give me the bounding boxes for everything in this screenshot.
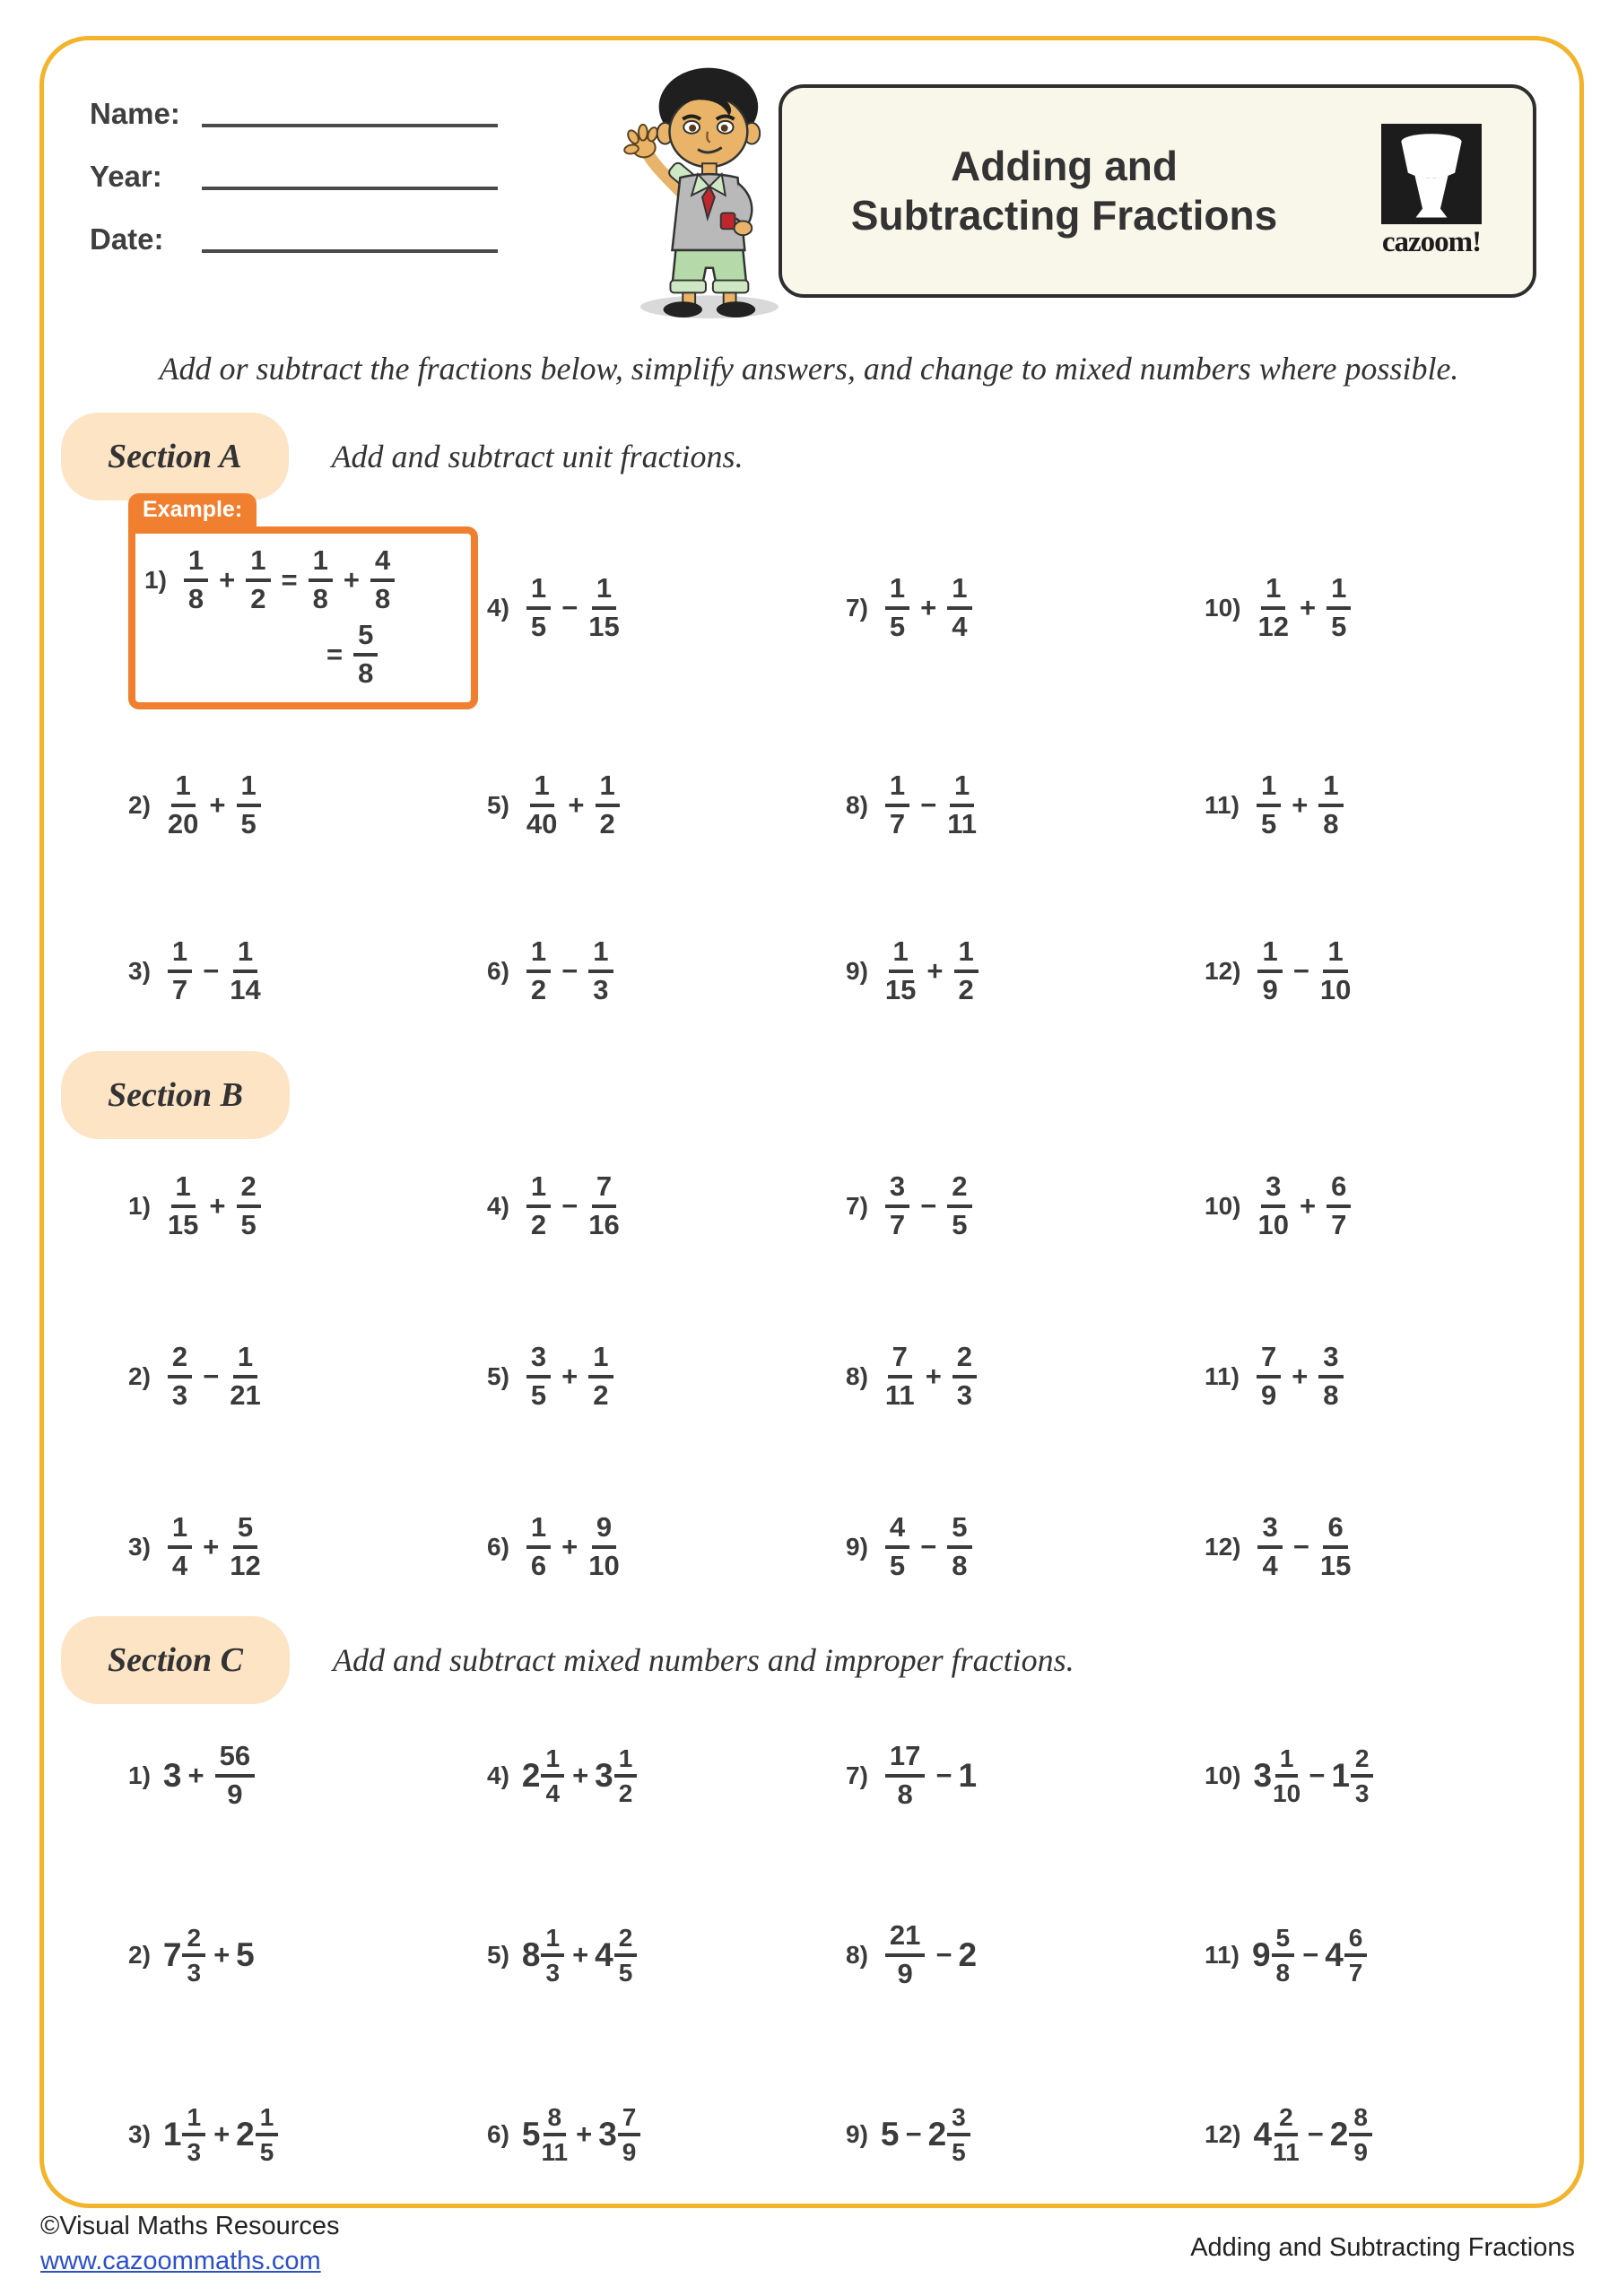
operator: + (576, 2118, 593, 2150)
mixed-number: 3 $\frac{7}{9}$ (598, 2104, 642, 2166)
problem-number: 10) (1205, 593, 1241, 622)
fraction: $\frac{8}{9}$ (1349, 2104, 1372, 2166)
mixed-number: 9 $\frac{5}{8}$ (1252, 1925, 1296, 1987)
fraction: $\frac{1}{10}$ (1319, 935, 1352, 1005)
problem-expression (1252, 1925, 1369, 1987)
fraction: $\frac{4}{8}$ (370, 546, 395, 613)
problem-expression (522, 571, 624, 642)
operator: − (561, 1190, 578, 1222)
operator: + (209, 1190, 226, 1222)
worksheet-title (782, 142, 1346, 240)
fraction: $\frac{1}{6}$ (526, 1513, 551, 1580)
operator: + (187, 1760, 204, 1791)
fraction: $\frac{1}{11}$ (947, 769, 978, 839)
integer: 3 (162, 1757, 182, 1794)
fraction: $\frac{1}{21}$ (230, 1341, 261, 1411)
problem-expression (163, 1343, 265, 1410)
problem-number: 4) (487, 1192, 509, 1220)
problem-expression (522, 1925, 639, 1987)
name-label: Name: (90, 97, 180, 130)
date-field-row (90, 222, 498, 257)
fraction: $\frac{3}{5}$ (526, 1343, 551, 1410)
problem-c-8 (839, 1866, 1197, 2045)
example-problem-number: 1) (144, 565, 167, 594)
problem-number: 10) (1205, 1192, 1241, 1220)
operator: + (926, 954, 944, 987)
problem-number: 2) (128, 1941, 151, 1969)
fraction: $\frac{3}{10}$ (1257, 1170, 1289, 1240)
fraction: $\frac{1}{5}$ (885, 574, 909, 641)
problem-expression (522, 771, 624, 839)
problem-a-3 (121, 888, 480, 1054)
integer: 2 (958, 1936, 978, 1973)
fraction: $\frac{1}{14}$ (230, 935, 261, 1005)
integer: 5 (236, 1936, 255, 1973)
operator: + (209, 788, 226, 821)
problem-number: 3) (128, 2120, 151, 2148)
problem-number: 1) (128, 1192, 151, 1220)
problem-b-3 (121, 1462, 480, 1632)
problem-expression (163, 1513, 265, 1580)
problem-b-6 (480, 1462, 839, 1632)
fraction: $\frac{6}{7}$ (1344, 1925, 1368, 1987)
operator: + (1299, 1190, 1317, 1222)
mixed-number: 1 $\frac{2}{3}$ (1331, 1745, 1375, 1807)
operator: − (1302, 1939, 1319, 1970)
mixed-number: 2 $\frac{8}{9}$ (1330, 2104, 1374, 2166)
fraction: $\frac{1}{3}$ (541, 1925, 564, 1987)
date-label: Date: (90, 222, 164, 256)
mixed-number: 2 $\frac{3}{5}$ (928, 2104, 972, 2166)
mixed-number: 4 $\frac{2}{5}$ (595, 1925, 639, 1987)
fraction: $\frac{1}{5}$ (256, 2104, 279, 2166)
problem-c-11 (1197, 1866, 1556, 2045)
year-line[interactable] (202, 187, 498, 190)
fraction: $\frac{2}{3}$ (168, 1343, 192, 1410)
fraction: $\frac{1}{12}$ (1257, 571, 1289, 642)
example-box (128, 493, 478, 709)
mixed-number: 2 $\frac{1}{5}$ (236, 2104, 280, 2166)
fraction: $\frac{1}{5}$ (526, 574, 551, 641)
problem-expression (1253, 571, 1355, 642)
fraction: $\frac{7}{11}$ (884, 1341, 915, 1411)
problem-expression (881, 1742, 977, 1809)
problem-a-11 (1197, 722, 1556, 888)
operator: − (203, 1361, 220, 1392)
problem-c-5 (480, 1866, 839, 2045)
problem-number: 8) (846, 790, 868, 819)
problem-number: 12) (1205, 956, 1241, 985)
problem-number: 6) (487, 2120, 509, 2148)
mixed-number: 8 $\frac{1}{3}$ (522, 1925, 566, 1987)
section-grid-a (121, 493, 1556, 1054)
problem-expression (163, 1925, 255, 1987)
operator: − (920, 1531, 937, 1562)
operator: + (203, 1531, 220, 1562)
problem-number: 7) (846, 1761, 868, 1789)
problem-expression (881, 1343, 981, 1410)
problem-b-1 (121, 1121, 480, 1292)
mixed-number: 4 $\frac{2}{11}$ (1253, 2102, 1300, 2166)
problem-number: 5) (487, 1362, 509, 1390)
fraction: $\frac{1}{3}$ (588, 937, 613, 1004)
problem-b-5 (480, 1292, 839, 1462)
operator: + (572, 1939, 589, 1970)
operator: − (920, 1190, 937, 1222)
section-a-label: Section A (61, 413, 289, 500)
section-grid-c (121, 1686, 1556, 2224)
mixed-number: 3 $\frac{1}{10}$ (1253, 1744, 1301, 1807)
footer-copyright: ©Visual Maths Resources (40, 2212, 340, 2240)
problem-c-2 (121, 1866, 480, 2045)
fraction: $\frac{1}{8}$ (1318, 771, 1343, 839)
date-line[interactable] (202, 249, 498, 253)
fraction: $\frac{1}{5}$ (1257, 771, 1281, 839)
logo-wordmark: cazoom! (1381, 225, 1482, 258)
integer: 1 (958, 1757, 978, 1794)
fraction: $\frac{3}{4}$ (1257, 1513, 1282, 1580)
fraction: $\frac{1}{2}$ (596, 771, 620, 839)
fraction: $\frac{7}{16}$ (588, 1170, 620, 1240)
problem-expression (163, 937, 265, 1004)
problem-number: 2) (128, 790, 151, 819)
problem-number: 11) (1205, 1941, 1240, 1969)
boy-icon (612, 45, 793, 319)
fraction: $\frac{1}{2}$ (954, 937, 979, 1004)
title-box (779, 84, 1536, 298)
problem-number: 9) (846, 1533, 868, 1561)
problem-number: 2) (128, 1362, 151, 1390)
fraction: $\frac{5}{8}$ (1272, 1925, 1295, 1987)
problem-expression (163, 771, 265, 839)
fraction: $\frac{5}{8}$ (353, 621, 378, 688)
problem-expression (1253, 1745, 1375, 1807)
cazoom-logo (1346, 124, 1533, 259)
fraction: $\frac{2}{5}$ (614, 1925, 638, 1987)
operator: − (905, 2118, 922, 2150)
fraction: $\frac{1}{20}$ (167, 769, 199, 839)
problem-expression (881, 1513, 977, 1580)
footer-left (40, 2212, 340, 2276)
fraction: $\frac{1}{8}$ (184, 546, 208, 613)
mixed-number: 3 $\frac{1}{2}$ (595, 1745, 639, 1807)
operator: + (920, 591, 937, 623)
section-c-label: Section C (61, 1616, 290, 1704)
problem-expression (522, 1343, 618, 1410)
operator: − (1292, 954, 1309, 987)
problem-number: 9) (846, 2120, 868, 2148)
fraction: $\frac{1}{5}$ (1327, 574, 1351, 641)
problem-a-9 (839, 888, 1197, 1054)
boy-illustration (612, 45, 793, 319)
fraction: $\frac{1}{15}$ (167, 1170, 199, 1240)
operator: + (572, 1760, 589, 1791)
problem-number: 7) (846, 593, 868, 622)
operator: − (935, 1760, 953, 1791)
fraction: $\frac{1}{2}$ (246, 546, 270, 613)
fraction: $\frac{1}{4}$ (947, 574, 971, 641)
example-cell (121, 493, 480, 722)
fraction: $\frac{1}{40}$ (526, 769, 558, 839)
problem-c-9 (839, 2045, 1197, 2224)
operator: − (561, 591, 578, 623)
problem-c-6 (480, 2045, 839, 2224)
operator: = (326, 638, 344, 670)
drum-icon (1381, 124, 1482, 224)
problem-expression (522, 1513, 624, 1580)
problem-number: 11) (1205, 790, 1240, 819)
operator: − (920, 788, 937, 821)
fraction: $\frac{1}{2}$ (588, 1343, 613, 1410)
fraction: $\frac{5}{8}$ (947, 1513, 971, 1580)
example-rhs2 (320, 621, 382, 688)
problem-expression (522, 1172, 624, 1239)
fraction: $\frac{1}{4}$ (541, 1745, 564, 1807)
problem-expression (1253, 1172, 1355, 1239)
fraction: $\frac{1}{2}$ (614, 1745, 638, 1807)
problem-number: 8) (846, 1941, 868, 1969)
fraction: $\frac{21}{9}$ (885, 1921, 925, 1988)
problem-number: 12) (1205, 2120, 1241, 2148)
section-c-subtitle: Add and subtract mixed numbers and improper fractions. (332, 1642, 1074, 1678)
problem-number: 6) (487, 956, 509, 985)
problem-expression (881, 2104, 972, 2166)
problem-c-4 (480, 1686, 839, 1866)
problem-expression (1253, 937, 1355, 1004)
operator: + (213, 2118, 231, 2150)
section-b-label: Section B (61, 1051, 290, 1139)
problem-number: 12) (1205, 1533, 1241, 1561)
name-field-row (90, 97, 498, 131)
problem-number: 10) (1205, 1761, 1241, 1789)
problem-number: 3) (128, 956, 151, 985)
problem-expression (881, 571, 977, 642)
problem-c-12 (1197, 2045, 1556, 2224)
operator: + (561, 1361, 578, 1392)
footer-title: Adding and Subtracting Fractions (1190, 2233, 1575, 2262)
fraction: $\frac{1}{3}$ (182, 2104, 205, 2166)
fraction: $\frac{6}{15}$ (1319, 1511, 1352, 1581)
operator: + (925, 1361, 942, 1392)
problem-number: 4) (487, 593, 509, 622)
problem-number: 6) (487, 1533, 509, 1561)
fraction: $\frac{3}{7}$ (885, 1172, 909, 1239)
footer-link[interactable]: www.cazoommaths.com (40, 2247, 321, 2275)
fraction: $\frac{2}{11}$ (1273, 2102, 1300, 2166)
operator: + (1299, 591, 1317, 623)
problem-expression (881, 937, 983, 1004)
problem-a-4 (480, 493, 839, 722)
problem-number: 1) (128, 1761, 151, 1789)
operator: − (1292, 1531, 1309, 1562)
fraction: $\frac{3}{5}$ (947, 2104, 970, 2166)
problem-expression (522, 1745, 639, 1807)
mixed-number: 4 $\frac{6}{7}$ (1325, 1925, 1369, 1987)
problem-b-10 (1197, 1121, 1556, 1292)
operator: − (561, 954, 578, 987)
problem-a-2 (121, 722, 480, 888)
example-rhs1 (275, 546, 400, 613)
fraction: $\frac{7}{9}$ (618, 2104, 641, 2166)
problem-number: 11) (1205, 1362, 1240, 1390)
problem-expression (522, 937, 618, 1004)
fraction: $\frac{1}{10}$ (1273, 1744, 1301, 1807)
problem-a-5 (480, 722, 839, 888)
operator: + (219, 563, 236, 596)
fraction: $\frac{1}{2}$ (526, 937, 551, 1004)
section-a-subtitle: Add and subtract unit fractions. (331, 439, 744, 474)
section-grid-b (121, 1121, 1556, 1632)
problem-expression (1252, 771, 1348, 839)
problem-b-2 (121, 1292, 480, 1462)
problem-a-6 (480, 888, 839, 1054)
problem-expression (1253, 2104, 1373, 2166)
fraction: $\frac{56}{9}$ (215, 1742, 255, 1809)
fraction: $\frac{1}{7}$ (885, 771, 909, 839)
operator: + (213, 1939, 231, 1970)
fraction: $\frac{2}{3}$ (1351, 1745, 1374, 1807)
operator: + (1292, 788, 1309, 821)
name-line[interactable] (202, 124, 498, 127)
operator: = (281, 563, 298, 596)
fraction: $\frac{5}{12}$ (230, 1511, 261, 1581)
problem-expression (881, 1172, 977, 1239)
fraction: $\frac{17}{8}$ (885, 1742, 925, 1809)
problem-a-7 (839, 493, 1197, 722)
fraction: $\frac{4}{5}$ (885, 1513, 909, 1580)
mixed-number: 2 $\frac{1}{4}$ (522, 1745, 566, 1807)
operator: + (1292, 1361, 1309, 1392)
problem-expression (522, 2104, 642, 2166)
fraction: $\frac{8}{11}$ (541, 2102, 569, 2166)
problem-b-7 (839, 1121, 1197, 1292)
problem-expression (1253, 1513, 1355, 1580)
example-lhs (179, 546, 275, 613)
problem-expression (881, 1921, 977, 1988)
fraction: $\frac{6}{7}$ (1327, 1172, 1351, 1239)
mixed-number: 7 $\frac{2}{3}$ (163, 1925, 207, 1987)
problem-number: 4) (487, 1761, 509, 1789)
year-label: Year: (90, 160, 162, 193)
title-line-2: Subtracting Fractions (850, 192, 1278, 239)
fraction: $\frac{2}{3}$ (953, 1343, 977, 1410)
fraction: $\frac{1}{2}$ (526, 1172, 551, 1239)
operator: − (203, 954, 220, 987)
operator: + (343, 563, 360, 596)
mixed-number: 5 $\frac{8}{11}$ (521, 2102, 569, 2166)
problem-a-10 (1197, 493, 1556, 722)
fraction: $\frac{2}{3}$ (182, 1925, 205, 1987)
problem-expression (163, 2104, 280, 2166)
problem-expression (163, 1742, 259, 1809)
problem-c-10 (1197, 1686, 1556, 1866)
problem-number: 8) (846, 1362, 868, 1390)
problem-expression (1252, 1343, 1348, 1410)
problem-c-3 (121, 2045, 480, 2224)
fraction: $\frac{3}{8}$ (1318, 1343, 1343, 1410)
problem-a-8 (839, 722, 1197, 888)
fraction: $\frac{1}{15}$ (884, 935, 917, 1005)
fraction: $\frac{7}{9}$ (1257, 1343, 1281, 1410)
fraction: $\frac{1}{8}$ (309, 546, 333, 613)
instruction-text: Add or subtract the fractions below, simplify answers, and change to mixed numbers where possible. (159, 351, 1459, 387)
problem-b-11 (1197, 1292, 1556, 1462)
problem-b-9 (839, 1462, 1197, 1632)
problem-b-8 (839, 1292, 1197, 1462)
year-field-row (90, 160, 498, 194)
fraction: $\frac{1}{4}$ (168, 1513, 192, 1580)
problem-b-4 (480, 1121, 839, 1292)
problem-number: 9) (846, 956, 868, 985)
fraction: $\frac{1}{5}$ (237, 771, 261, 839)
operator: − (1309, 1760, 1326, 1791)
fraction: $\frac{2}{5}$ (947, 1172, 971, 1239)
problem-b-12 (1197, 1462, 1556, 1632)
fraction: $\frac{9}{10}$ (588, 1511, 620, 1581)
example-tab-label: Example: (128, 493, 257, 530)
problem-number: 5) (487, 790, 509, 819)
problem-a-12 (1197, 888, 1556, 1054)
operator: + (568, 788, 585, 821)
fraction: $\frac{2}{5}$ (237, 1172, 261, 1239)
problem-number: 5) (487, 1941, 509, 1969)
mixed-number: 1 $\frac{1}{3}$ (163, 2104, 207, 2166)
fraction: $\frac{1}{7}$ (168, 937, 192, 1004)
problem-c-1 (121, 1686, 480, 1866)
problem-number: 7) (846, 1192, 868, 1220)
fraction: $\frac{1}{9}$ (1257, 937, 1282, 1004)
fraction: $\frac{1}{15}$ (588, 571, 620, 642)
integer: 5 (880, 2116, 900, 2152)
operator: − (935, 1939, 953, 1970)
problem-c-7 (839, 1686, 1197, 1866)
problem-expression (881, 771, 981, 839)
title-line-1: Adding and (951, 142, 1178, 189)
operator: − (1307, 2118, 1324, 2150)
problem-expression (163, 1172, 265, 1239)
problem-number: 3) (128, 1533, 151, 1561)
operator: + (561, 1531, 578, 1562)
section-a-header (61, 413, 744, 500)
